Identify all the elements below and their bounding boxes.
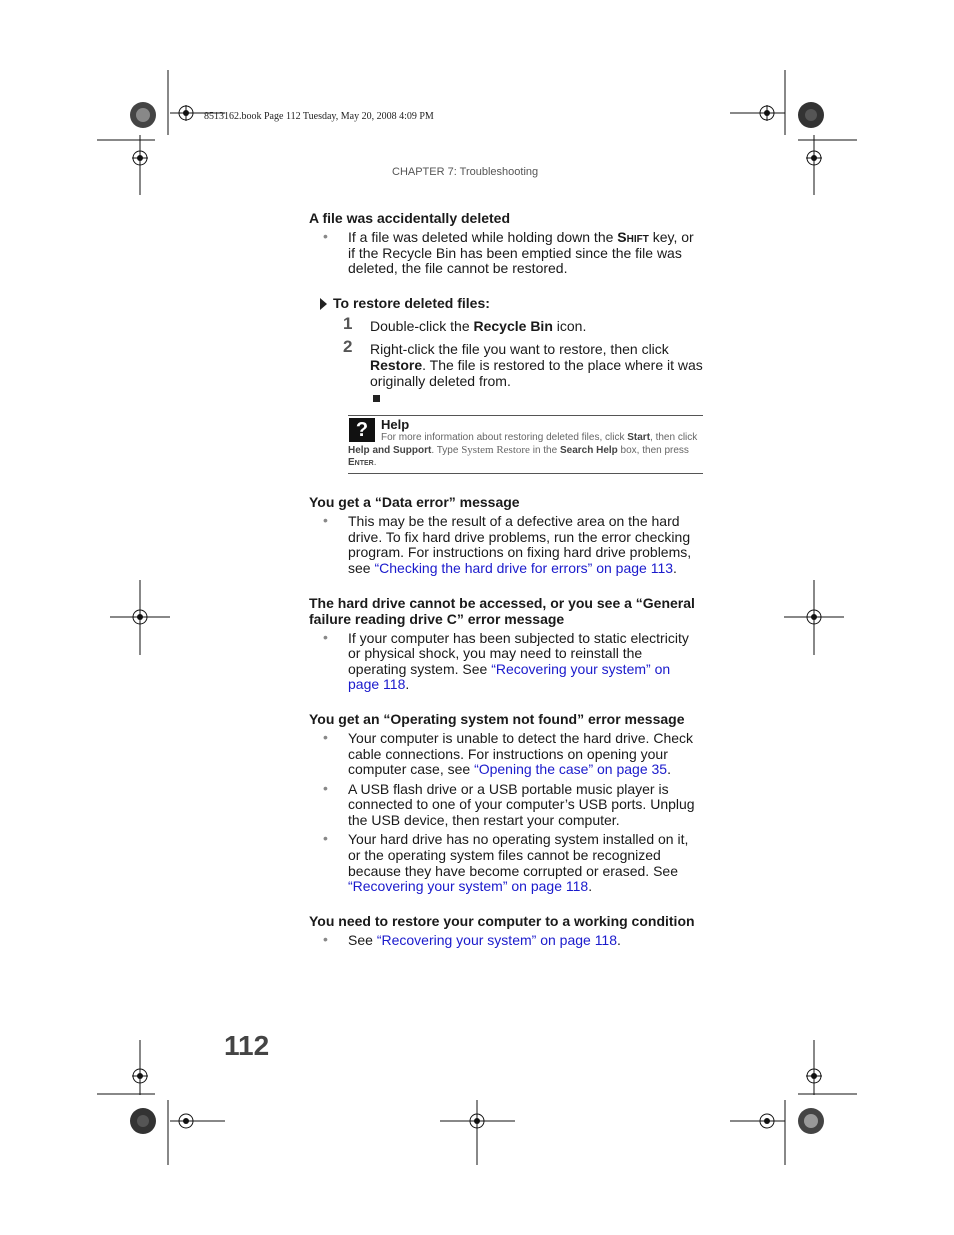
bullet-item [309,728,703,778]
page-content [309,210,703,948]
bullet-icon: • [323,779,328,796]
bullet-item [309,230,703,277]
text: See [348,931,377,948]
ui-term: Start [627,432,651,444]
text: . The file is restored to the place where it was originally deleted from. [370,356,703,389]
print-slug: 8513162.book Page 112 Tuesday, May 20, 2008 4:09 PM [204,111,434,122]
end-of-procedure-icon [373,395,380,402]
ui-term: Help and Support [348,445,432,457]
text: . [667,761,671,778]
text: . [373,457,377,469]
procedure-title [333,295,703,311]
section-heading: You need to restore your computer to a working condition [309,912,695,929]
chapter-header: CHAPTER 7: Troubleshooting [392,166,539,178]
section-heading: The hard drive cannot be accessed, or you see a “General failure reading drive C” error message [309,594,695,627]
procedure-title-text: To restore deleted files: [333,294,490,311]
step-number: 1 [343,313,353,333]
help-box [348,415,703,474]
ui-term: Recycle Bin [473,317,553,334]
text: For more information about restoring deleted files, click [381,432,628,444]
help-title: Help [381,417,410,433]
help-question-icon: ? [349,418,375,442]
bullet-icon: • [323,930,328,947]
cross-reference-link[interactable]: “Recovering your system” on page 118 [348,660,671,693]
bullet-icon: • [323,628,328,645]
text: Your computer is unable to detect the hard drive. Check cable connections. For instructions on opening your computer case, see [348,729,694,778]
text: This may be the result of a defective area on the hard drive. To fix hard drive problems, run the error checking program. For instructions on fixing hard drive problems, see [348,513,692,576]
bullet-icon: • [323,830,328,847]
bullet-icon: • [323,728,328,745]
bullet-item [309,832,703,894]
arrow-right-icon [320,298,327,310]
bullet-item [309,514,703,576]
section-heading: You get a “Data error” message [309,494,520,511]
cross-reference-link[interactable]: “Checking the hard drive for errors” on page 113 [374,559,674,576]
typed-text: System Restore [461,444,530,457]
text: Right-click the file you want to restore, then click [370,341,669,358]
bullet-item [309,779,703,829]
step-item [309,337,703,389]
text: . [673,559,677,576]
text: box, then press [617,445,689,457]
cross-reference-link[interactable]: “Opening the case” on page 35 [474,761,668,778]
text: icon. [552,317,587,334]
text: key, or if the Recycle Bin has been emptied since the file was deleted, the file cannot be restored. [348,229,694,277]
text: . [405,676,410,693]
text: If a file was deleted while holding down the [348,229,618,245]
ui-term: Search Help [559,445,618,457]
text: . [617,931,621,948]
key-name: Enter [348,457,374,469]
bullet-icon: • [323,228,328,244]
bullet-item [309,930,703,949]
step-number: 2 [343,337,353,357]
key-name: Shift [617,229,649,245]
text: A USB flash drive or a USB portable music player is connected to one of your computer’s USB ports. Unplug the USB device, then restart your computer. [348,780,695,828]
section-heading: A file was accidentally deleted [309,210,511,226]
page-number: 112 [224,1030,270,1061]
cross-reference-link[interactable]: “Recovering your system” on page 118 [348,878,589,895]
text: Double-click the [370,317,474,334]
text: , then click [650,432,698,444]
ui-term: Restore [370,356,423,373]
text: in the [529,445,560,457]
section-heading: You get an “Operating system not found” error message [309,710,685,727]
text: Your hard drive has no operating system installed on it, or the operating system files cannot be recognized because they have become corrupted or erased. See [348,831,689,879]
text: . [588,878,593,895]
bullet-icon: • [323,512,328,529]
text: . Type [431,445,462,457]
help-body [348,432,703,469]
text: If your computer has been subjected to static electricity or physical shock, you may need to reinstall the operating system. See [348,629,689,677]
bullet-item [309,628,703,693]
step-item [309,313,703,335]
cross-reference-link[interactable]: “Recovering your system” on page 118 [376,931,618,948]
